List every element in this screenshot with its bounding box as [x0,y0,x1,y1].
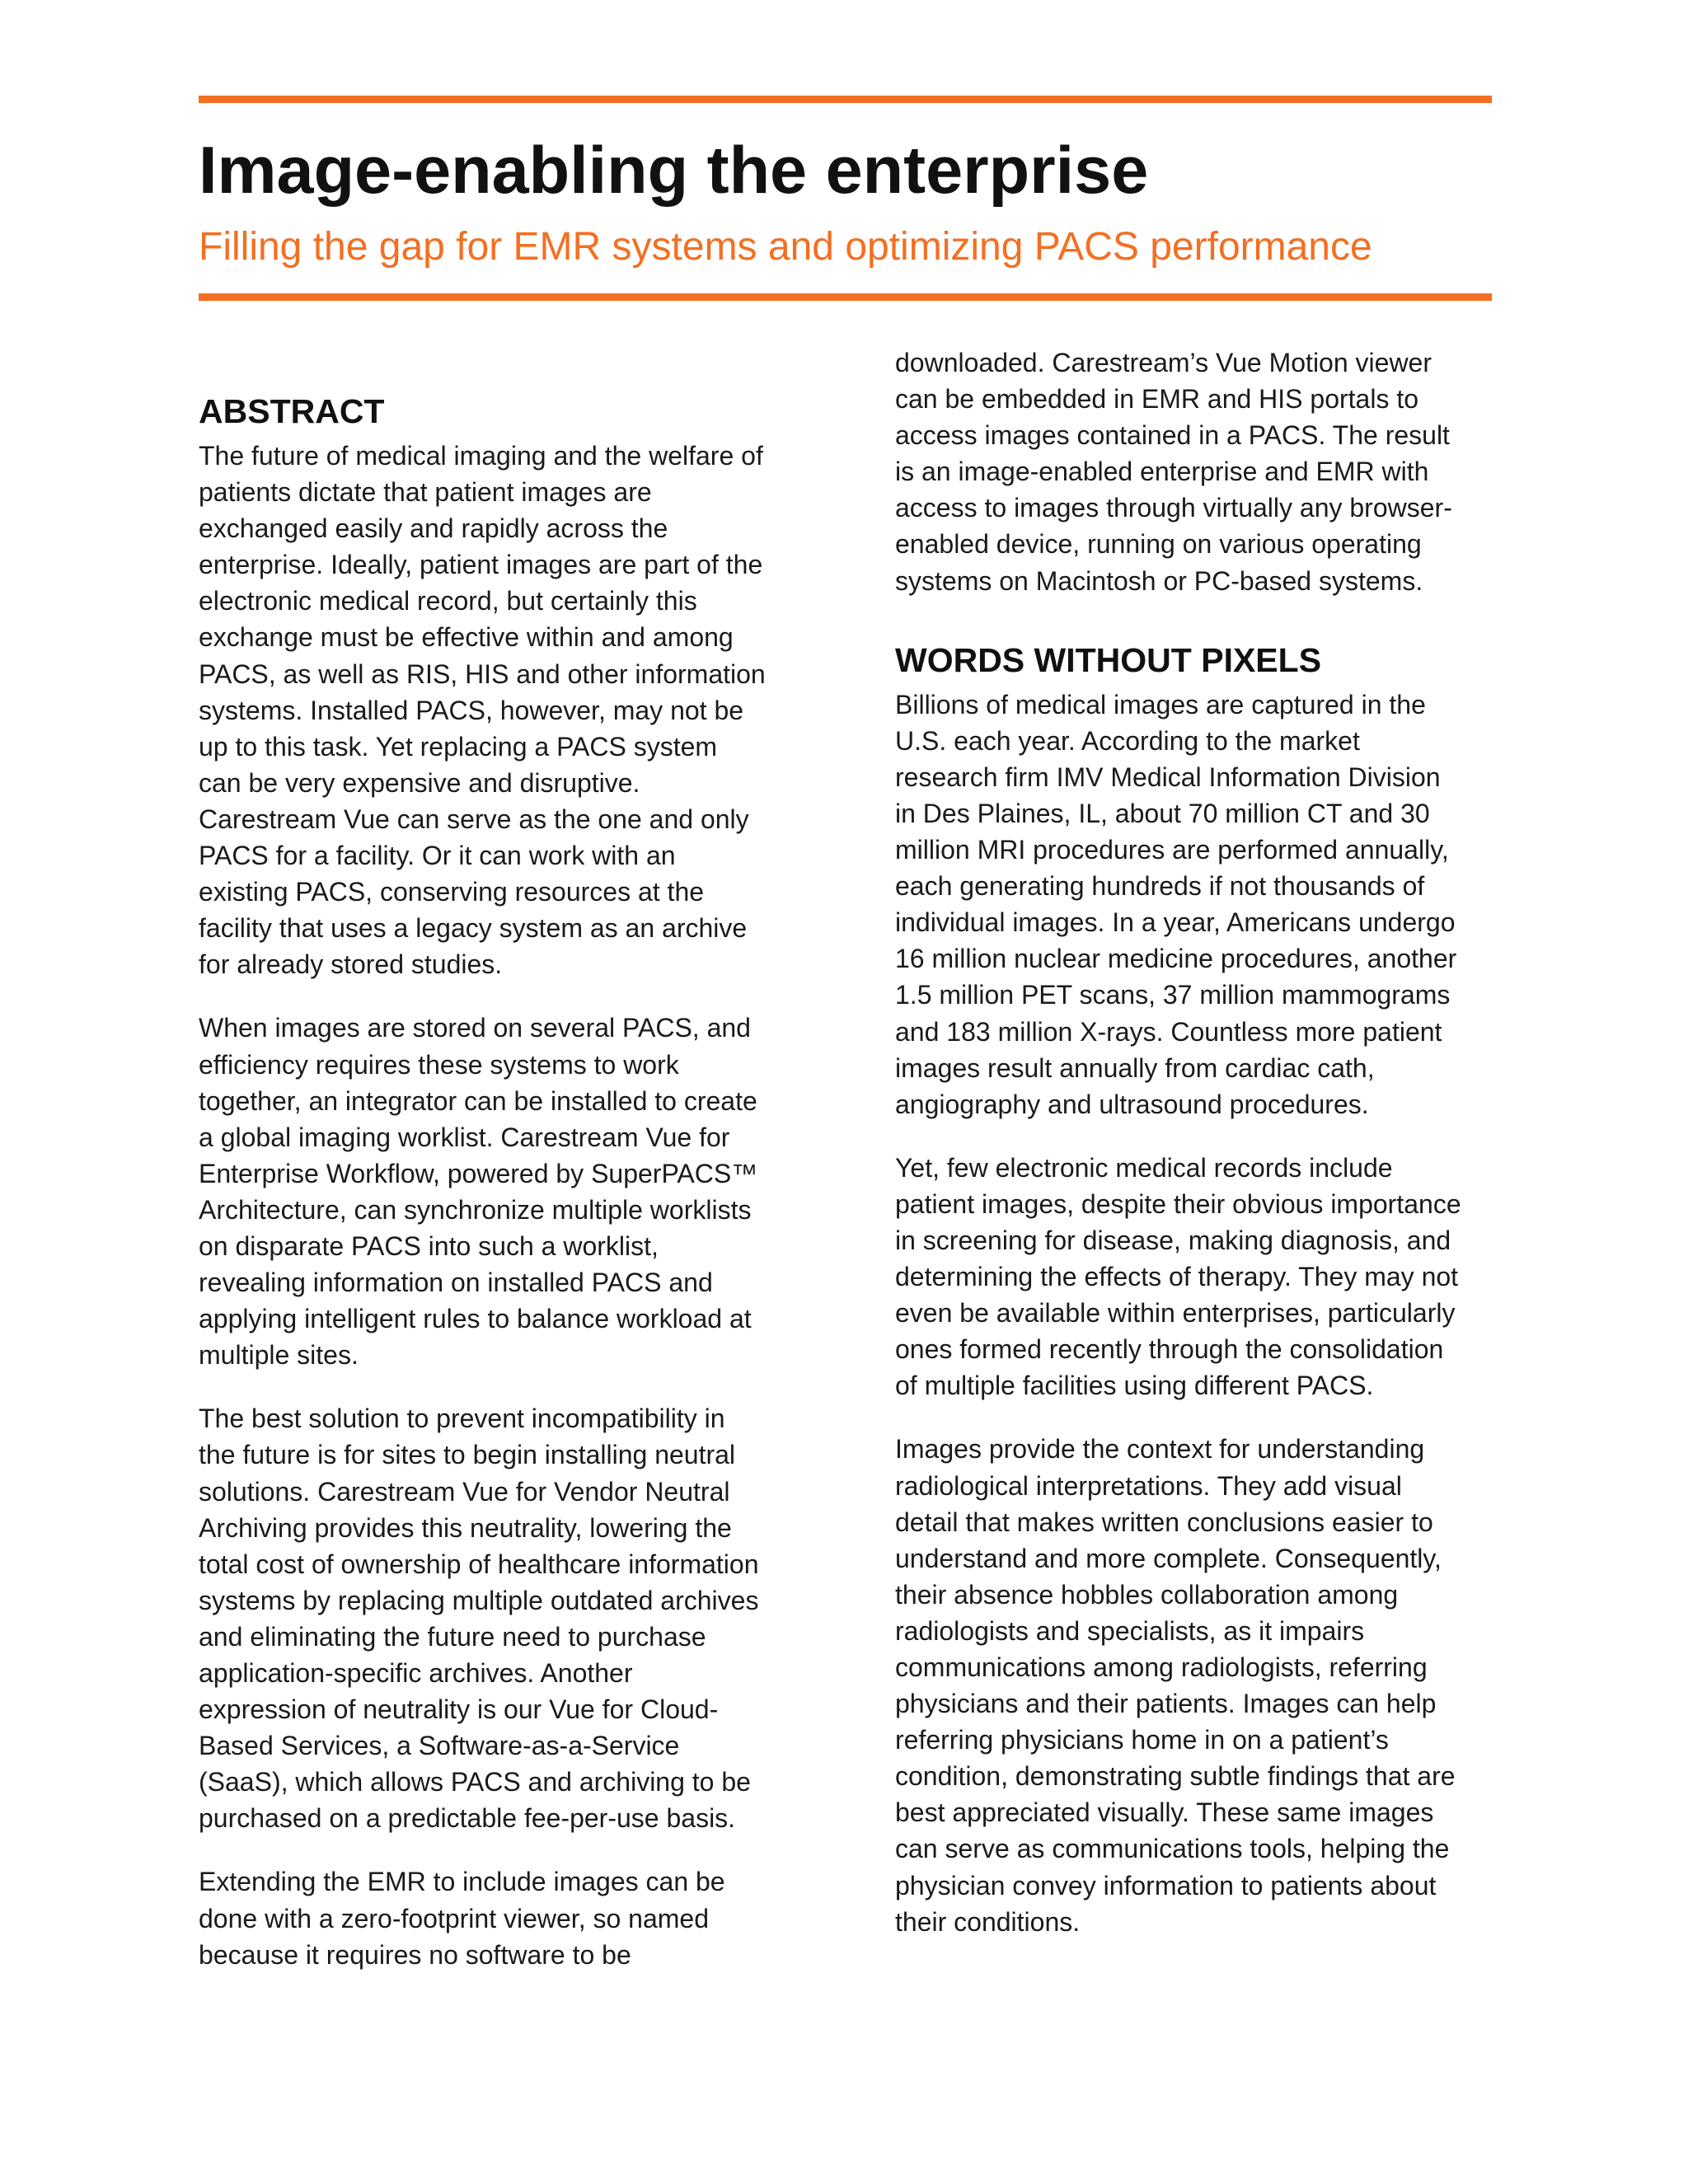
section-heading-abstract: ABSTRACT [199,392,385,430]
section-heading-words-without-pixels: WORDS WITHOUT PIXELS [895,640,1322,679]
words-paragraph-2: Yet, few electronic medical records include patient images, despite their obvious importance in screening for disease, making diagnosis, and determining the effects of therapy. They may not even be available within enterprises, particularly ones formed recently through the consolidation of multiple facilities using different PACS. [895,1152,1461,1401]
document-subtitle: Filling the gap for EMR systems and optimizing PACS performance [199,225,1372,269]
words-paragraph-1: Billions of medical images are captured in the U.S. each year. According to the market research firm IMV Medical Information Division in Des Plaines, IL, about 70 million CT and 30 million MRI procedures are performed annually, each generating hundreds if not thousands of individual images. In a year, Americans undergo 16 million nuclear medicine procedures, another 1.5 million PET scans, 37 million mammograms and 183 million X-rays. Countless more patient images result annually from cardiac cath, angiography and ultrasound procedures. [895,689,1457,1119]
abstract-paragraph-4: Extending the EMR to include images can be done with a zero-footprint viewer, so named because it requires no software to be [199,1867,725,1970]
document-title: Image-enabling the enterprise [199,134,1149,208]
left-column [199,387,821,1973]
words-paragraph-3: Images provide the context for understanding radiological interpretations. They add visual detail that makes written conclusions easier to understand and more complete. Consequently, their absence hobbles collaboration among radiologists and specialists, as it impairs communications among radiologists, referring physicians and their patients. Images can help referring physicians home in on a patient’s condition, demonstrating subtle findings that are best appreciated visually. These same images can serve as communications tools, helping the physician convey information to patients about their conditions. [895,1434,1456,1937]
abstract-paragraph-3: The best solution to prevent incompatibility in the future is for sites to begin installing neutral solutions. Carestream Vue for Vendor Neutral Archiving provides this neutrality, lowering the total cost of ownership of healthcare information systems by replacing multiple outdated archives and eliminating the future need to purchase application-specific archives. Another expression of neutrality is our Vue for Cloud- Based Services, a Software-as-a-Service (SaaS), which allows PACS and archiving to be purchased on a predictable fee-per-use basis. [199,1404,759,1834]
abstract-paragraph-4-continued: downloaded. Carestream’s Vue Motion viewer can be embedded in EMR and HIS portals to access images contained in a PACS. The result is an image-enabled enterprise and EMR with access to images through virtually any browser- enabled device, running on various operating systems on Macintosh or PC-based systems. [895,348,1452,596]
header-bottom-rule [199,293,1492,301]
abstract-paragraph-2: When images are stored on several PACS, and efficiency requires these systems to work together, an integrator can be installed to create a global imaging worklist. Carestream Vue for Enterprise Workflow, powered by SuperPACS™ Architecture, can synchronize multiple worklists on disparate PACS into such a worklist, revealing information on installed PACS and applying intelligent rules to balance workload at multiple sites. [199,1013,758,1371]
header-top-rule [199,96,1492,103]
right-column [895,344,1517,1940]
abstract-paragraph-1: The future of medical imaging and the welfare of patients dictate that patient images are exchanged easily and rapidly across the enterprise. Ideally, patient images are part of the electronic medical record, but certainly this exchange must be effective within and among PACS, as well as RIS, HIS and other information systems. Installed PACS, however, may not be up to this task. Yet replacing a PACS system can be very expensive and disruptive. Carestream Vue can serve as the one and only PACS for a facility. Or it can work with an existing PACS, conserving resources at the facility that uses a legacy system as an archive for already stored studies. [199,441,766,980]
